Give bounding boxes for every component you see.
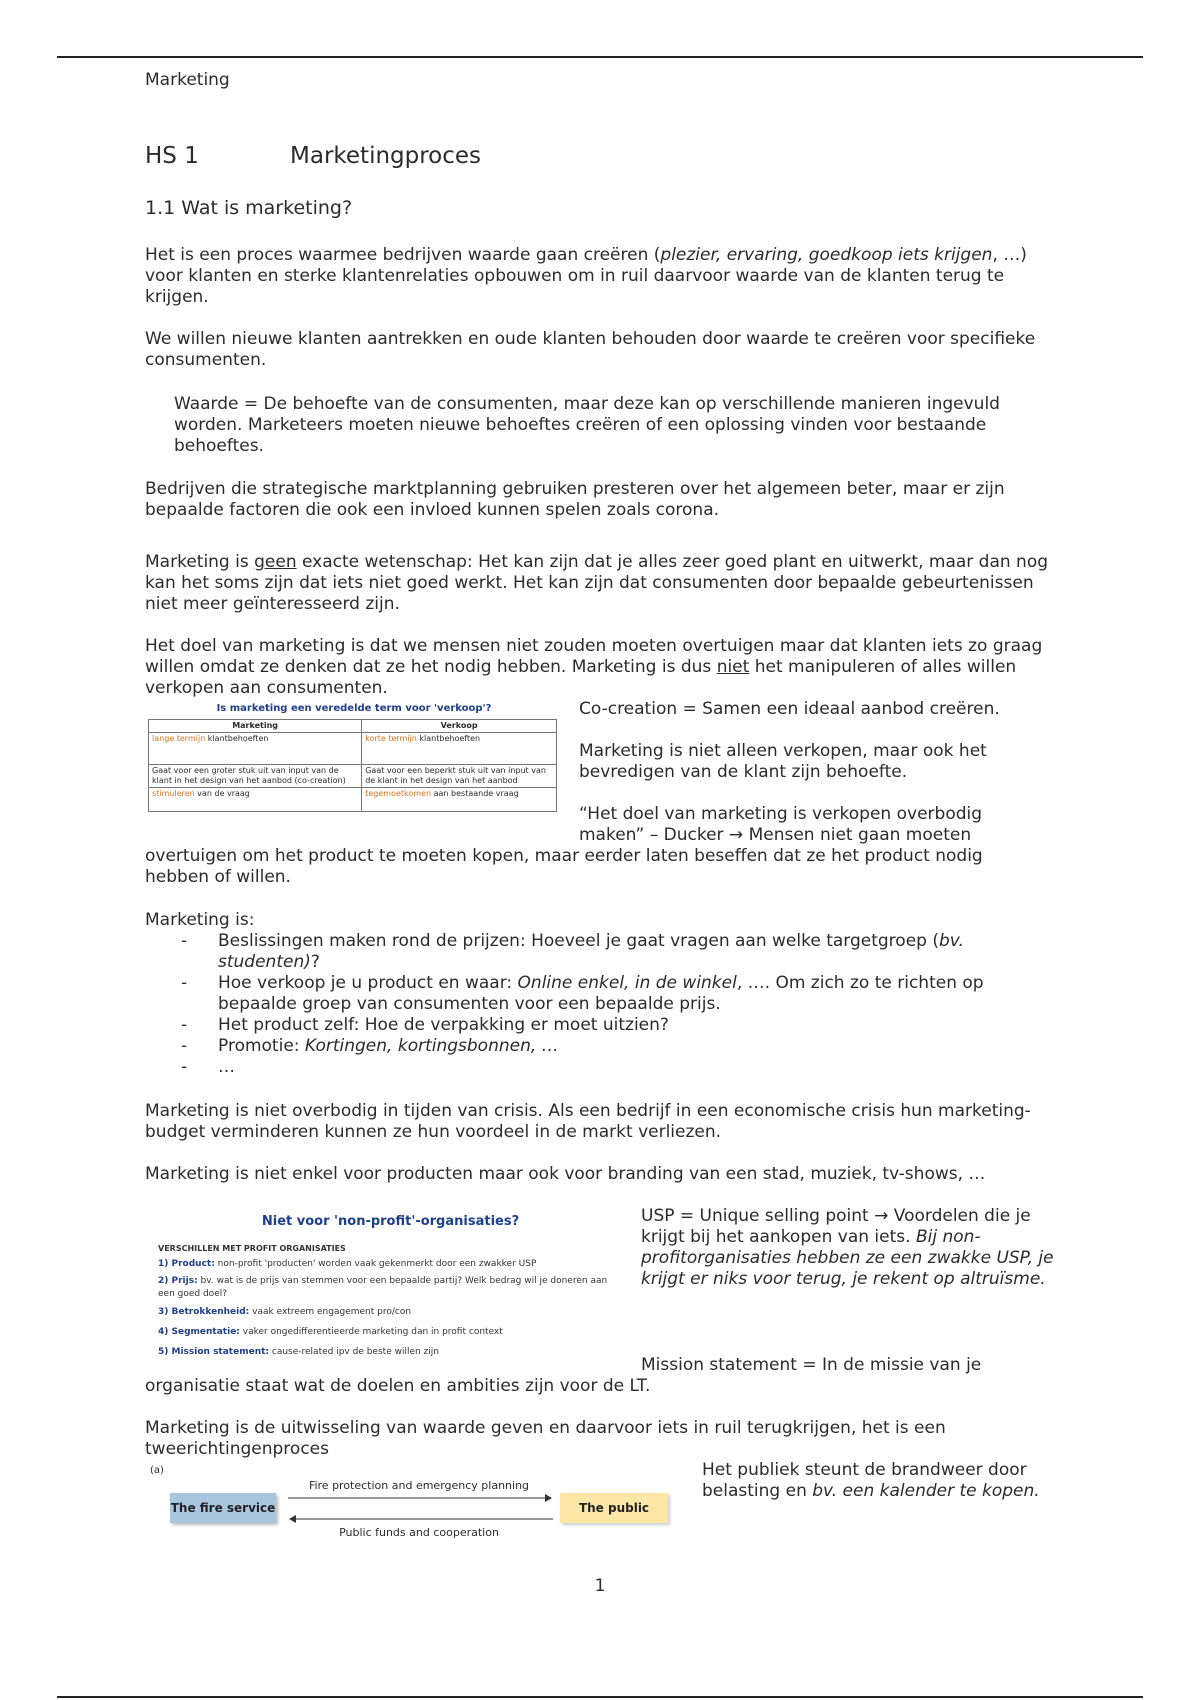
mission-statement-continued: organisatie staat wat de doelen en ambities zijn voor de LT. [145, 1376, 651, 1396]
table-row [149, 733, 557, 765]
bottom-arrow-label: Public funds and cooperation [339, 1526, 499, 1539]
table-cell: Gaat voor een beperkt stuk uit van input van de klant in het design van het aanbod [362, 765, 557, 788]
table-cell: tegemoetkomen aan bestaande vraag [362, 788, 557, 812]
public-supports-note: Het publiek steunt de brandweer door belasting en bv. een kalender te kopen. [702, 1460, 1040, 1501]
paragraph-exchange: Marketing is de uitwisseling van waarde geven en daarvoor iets in ruil terugkrijgen, het is een tweerichtingenproces [145, 1418, 946, 1459]
table-row [149, 788, 557, 812]
table-cell: stimuleren van de vraag [149, 788, 362, 812]
paragraph-value: Waarde = De behoefte van de consumenten, maar deze kan op verschillende manieren ingevuld worden. Marketeers moeten nieuwe behoeftes creëren of een oplossing vinden voor bestaande behoeftes. [174, 394, 1000, 456]
arrow-right-icon [288, 1493, 553, 1503]
paragraph-customers: We willen nieuwe klanten aantrekken en oude klanten behouden door waarde te creëren voor specifieke consumenten. [145, 329, 1036, 370]
paragraph-branding: Marketing is niet enkel voor producten maar ook voor branding van een stad, muziek, tv-shows, … [145, 1164, 986, 1184]
diagram-label: (a) [150, 1465, 164, 1476]
top-arrow-label: Fire protection and emergency planning [308, 1479, 530, 1492]
paragraph-crisis: Marketing is niet overbodig in tijden van crisis. Als een bedrijf in een economische crisis hun marketing-budget verminderen kunnen ze hun voordeel in de markt verliezen. [145, 1101, 1031, 1142]
fire-service-box: The fire service [170, 1493, 276, 1523]
non-profit-item: 4) Segmentatie: vaker ongedifferentieerde marketing dan in profit context [158, 1327, 503, 1337]
arrow-left-icon [288, 1514, 553, 1524]
public-box: The public [560, 1493, 668, 1523]
list-intro: Marketing is: [145, 910, 255, 930]
figure-title: Is marketing een veredelde term voor 'verkoop'? [216, 703, 492, 714]
co-creation-note: Co-creation = Samen een ideaal aanbod creëren. [579, 699, 1000, 719]
list-item: - … [181, 1057, 235, 1077]
non-profit-item: 2) Prijs: bv. wat is de prijs van stemmen voor een bepaalde partij? Welk bedrag wil je doneren aan een goed doel? [158, 1276, 608, 1299]
comparison-table [148, 719, 557, 812]
section-title: 1.1 Wat is marketing? [145, 197, 353, 219]
list-item: - Beslissingen maken rond de prijzen: Hoeveel je gaat vragen aan welke targetgroep (bv. studenten)? [181, 931, 964, 972]
paragraph-definition: Het is een proces waarmee bedrijven waarde gaan creëren (plezier, ervaring, goedkoop iets krijgen, …) voor klanten en sterke klantenrelaties opbouwen om in ruil daarvoor waarde van de klanten terug te krijgen. [145, 245, 1027, 307]
figure-title: Niet voor 'non-profit'-organisaties? [261, 1214, 520, 1229]
table-header-row [149, 720, 557, 733]
paragraph-goal: Het doel van marketing is dat we mensen niet zouden moeten overtuigen maar dat klanten iets zo graag willen omdat ze denken dat ze het nodig hebben. Marketing is dus niet het manipuleren of alles willen verkopen aan consumenten. [145, 636, 1043, 698]
ducker-quote-continued: overtuigen om het product te moeten kopen, maar eerder laten beseffen dat ze het product nodig hebben of willen. [145, 846, 983, 887]
not-only-selling-note: Marketing is niet alleen verkopen, maar ook het bevredigen van de klant zijn behoefte. [579, 741, 987, 782]
marketing-list [145, 931, 1050, 1078]
list-item: - Hoe verkoop je u product en waar: Online enkel, in de winkel, …. Om zich zo te richten op bepaalde groep van consumenten voor een bepaalde prijs. [181, 973, 984, 1014]
figure-subtitle: VERSCHILLEN MET PROFIT ORGANISATIES [158, 1244, 346, 1253]
list-item: - Promotie: Kortingen, kortingsbonnen, … [181, 1036, 559, 1056]
table-cell: Gaat voor een groter stuk uit van input van de klant in het design van het aanbod (co-creation) [149, 765, 362, 788]
list-item: - Het product zelf: Hoe de verpakking er moet uitzien? [181, 1015, 669, 1035]
non-profit-item: 1) Product: non-profit 'producten' worden vaak gekenmerkt door een zwakker USP [158, 1259, 537, 1269]
mission-statement-note: Mission statement = In de missie van je [641, 1355, 982, 1375]
paragraph-not-exact: Marketing is geen exacte wetenschap: Het kan zijn dat je alles zeer goed plant en uitwerkt, maar dan nog kan het soms zijn dat iets niet goed werkt. Het kan zijn dat consumenten door bepaalde gebeurtenissen niet meer geïnteresseerd zijn. [145, 552, 1049, 614]
non-profit-item: 5) Mission statement: cause-related ipv de beste willen zijn [158, 1347, 439, 1357]
non-profit-figure [158, 1212, 623, 1361]
bottom-rule [57, 1696, 1143, 1698]
running-header: Marketing [145, 70, 230, 90]
top-rule [57, 56, 1143, 58]
table-cell: lange termijn klantbehoeften [149, 733, 362, 765]
table-cell: korte termijn klantbehoeften [362, 733, 557, 765]
chapter-number: HS 1 [145, 143, 199, 169]
table-header: Verkoop [362, 720, 557, 733]
paragraph-strategic: Bedrijven die strategische marktplanning gebruiken presteren over het algemeen beter, maar er zijn bepaalde factoren die ook een invloed kunnen spelen zoals corona. [145, 479, 1005, 520]
exchange-diagram [148, 1465, 678, 1545]
non-profit-item: 3) Betrokkenheid: vaak extreem engagement pro/con [158, 1307, 412, 1317]
table-row [149, 765, 557, 788]
usp-note: USP = Unique selling point → Voordelen die je krijgt bij het aankopen van iets. Bij non-profitorganisaties hebben ze een zwakke USP, je krijgt er niks voor terug, je rekent op altruïsme. [641, 1206, 1054, 1289]
chapter-title: Marketingproces [290, 143, 482, 169]
marketing-vs-sales-figure [148, 702, 560, 812]
ducker-quote: “Het doel van marketing is verkopen overbodig maken” – Ducker → Mensen niet gaan moeten [579, 804, 983, 845]
table-header: Marketing [149, 720, 362, 733]
page-number: 1 [594, 1576, 606, 1596]
